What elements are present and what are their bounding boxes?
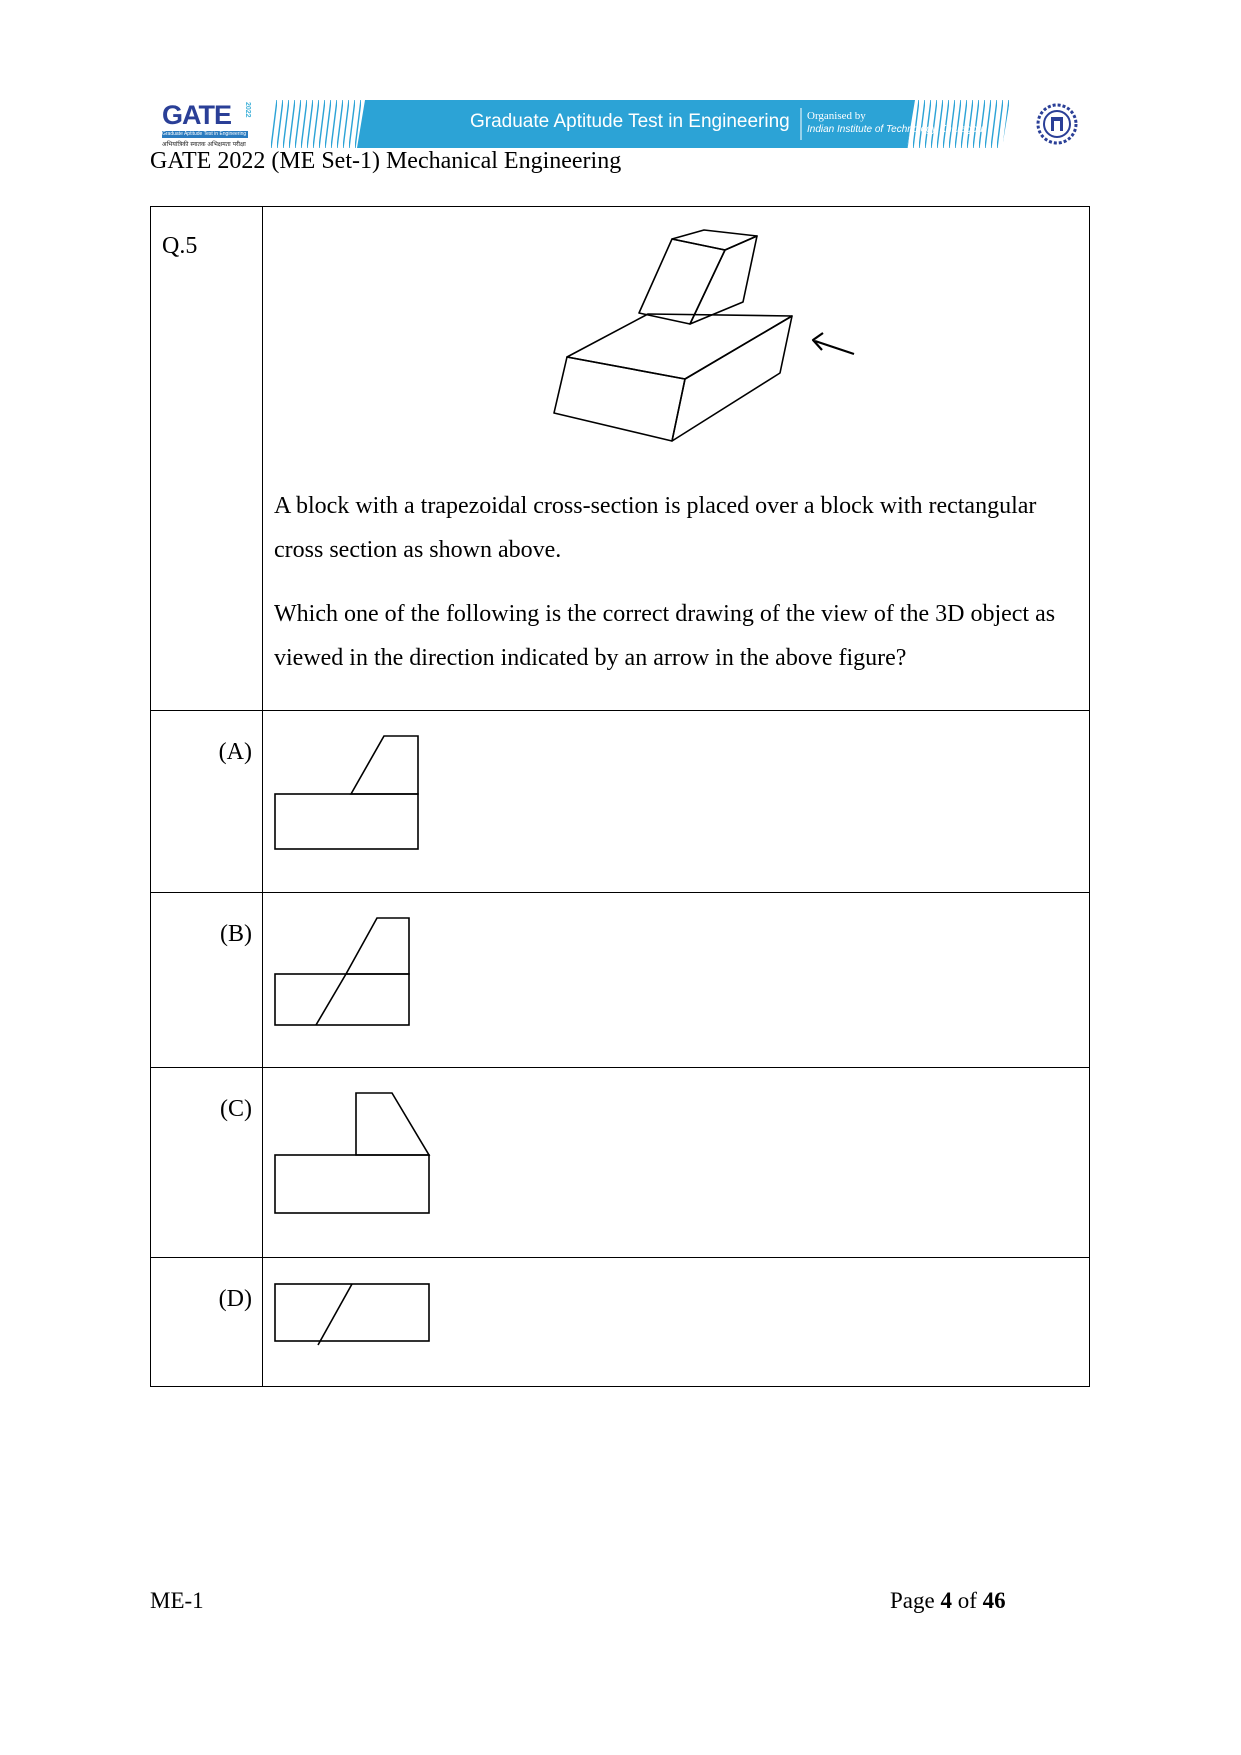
question-paragraph-2: Which one of the following is the correct drawing of the view of the 3D object as viewed in the direction indicated by an arrow in the above figure? bbox=[274, 601, 1056, 671]
option-a-figure-cell bbox=[263, 711, 1090, 893]
banner-title: Graduate Aptitude Test in Engineering bbox=[470, 111, 790, 132]
bottom-block-front-face bbox=[554, 357, 685, 441]
option-c-label[interactable]: (C) bbox=[220, 1096, 252, 1122]
question-table bbox=[150, 206, 1090, 1387]
header-banner bbox=[160, 100, 1080, 150]
option-row-a bbox=[151, 711, 1090, 893]
option-c-figure-cell bbox=[263, 1068, 1090, 1258]
paper-code: ME-1 bbox=[150, 1588, 204, 1613]
option-b-figure[interactable] bbox=[274, 917, 424, 1037]
question-row bbox=[151, 207, 1090, 711]
organised-by: Organised by bbox=[807, 110, 866, 122]
upper-block-slant-face bbox=[639, 239, 725, 324]
page-of: of bbox=[957, 1588, 977, 1613]
document-title: GATE 2022 (ME Set-1) Mechanical Engineering bbox=[150, 148, 622, 174]
option-d-figure[interactable] bbox=[274, 1283, 434, 1349]
option-a-figure[interactable] bbox=[274, 735, 424, 855]
option-row-d bbox=[151, 1258, 1090, 1387]
page-number bbox=[890, 1588, 1006, 1614]
institute-name: Indian Institute of Technology Kharagpur bbox=[807, 124, 987, 135]
logo-word: GATE bbox=[162, 100, 231, 130]
page-total: 46 bbox=[982, 1588, 1006, 1613]
option-d-label-cell bbox=[151, 1258, 263, 1387]
question-number: Q.5 bbox=[162, 233, 198, 259]
option-d-figure-cell bbox=[263, 1258, 1090, 1387]
banner-bar bbox=[265, 100, 1010, 148]
option-c-label-cell bbox=[151, 1068, 263, 1258]
page-prefix: Page bbox=[890, 1588, 935, 1613]
gate-logo bbox=[160, 100, 255, 150]
logo-hindi: अभियांत्रिकी स्नातक अभिक्षमता परीक्षा bbox=[162, 141, 246, 148]
bottom-block-side-face bbox=[672, 316, 792, 441]
isometric-block-figure bbox=[539, 227, 879, 459]
question-number-cell bbox=[151, 207, 263, 711]
option-b-label-cell bbox=[151, 893, 263, 1068]
option-row-b bbox=[151, 893, 1090, 1068]
question-paragraph-1: A block with a trapezoidal cross-section is placed over a block with rectangular cross section as shown above. bbox=[274, 493, 1037, 563]
option-a-label-cell bbox=[151, 711, 263, 893]
logo-strip: Graduate Aptitude Test in Engineering bbox=[162, 131, 247, 137]
logo-year: 2022 bbox=[244, 102, 251, 118]
iit-kharagpur-seal-icon bbox=[1035, 102, 1079, 146]
option-b-figure-cell bbox=[263, 893, 1090, 1068]
question-body-cell bbox=[263, 207, 1090, 711]
page-current: 4 bbox=[940, 1588, 952, 1613]
upper-block-top-face bbox=[672, 230, 757, 250]
option-row-c bbox=[151, 1068, 1090, 1258]
bottom-block-top-face bbox=[567, 314, 792, 379]
option-c-figure[interactable] bbox=[274, 1092, 434, 1222]
option-a-label[interactable]: (A) bbox=[218, 739, 252, 765]
option-d-label[interactable]: (D) bbox=[218, 1286, 252, 1312]
option-b-label[interactable]: (B) bbox=[220, 921, 252, 947]
